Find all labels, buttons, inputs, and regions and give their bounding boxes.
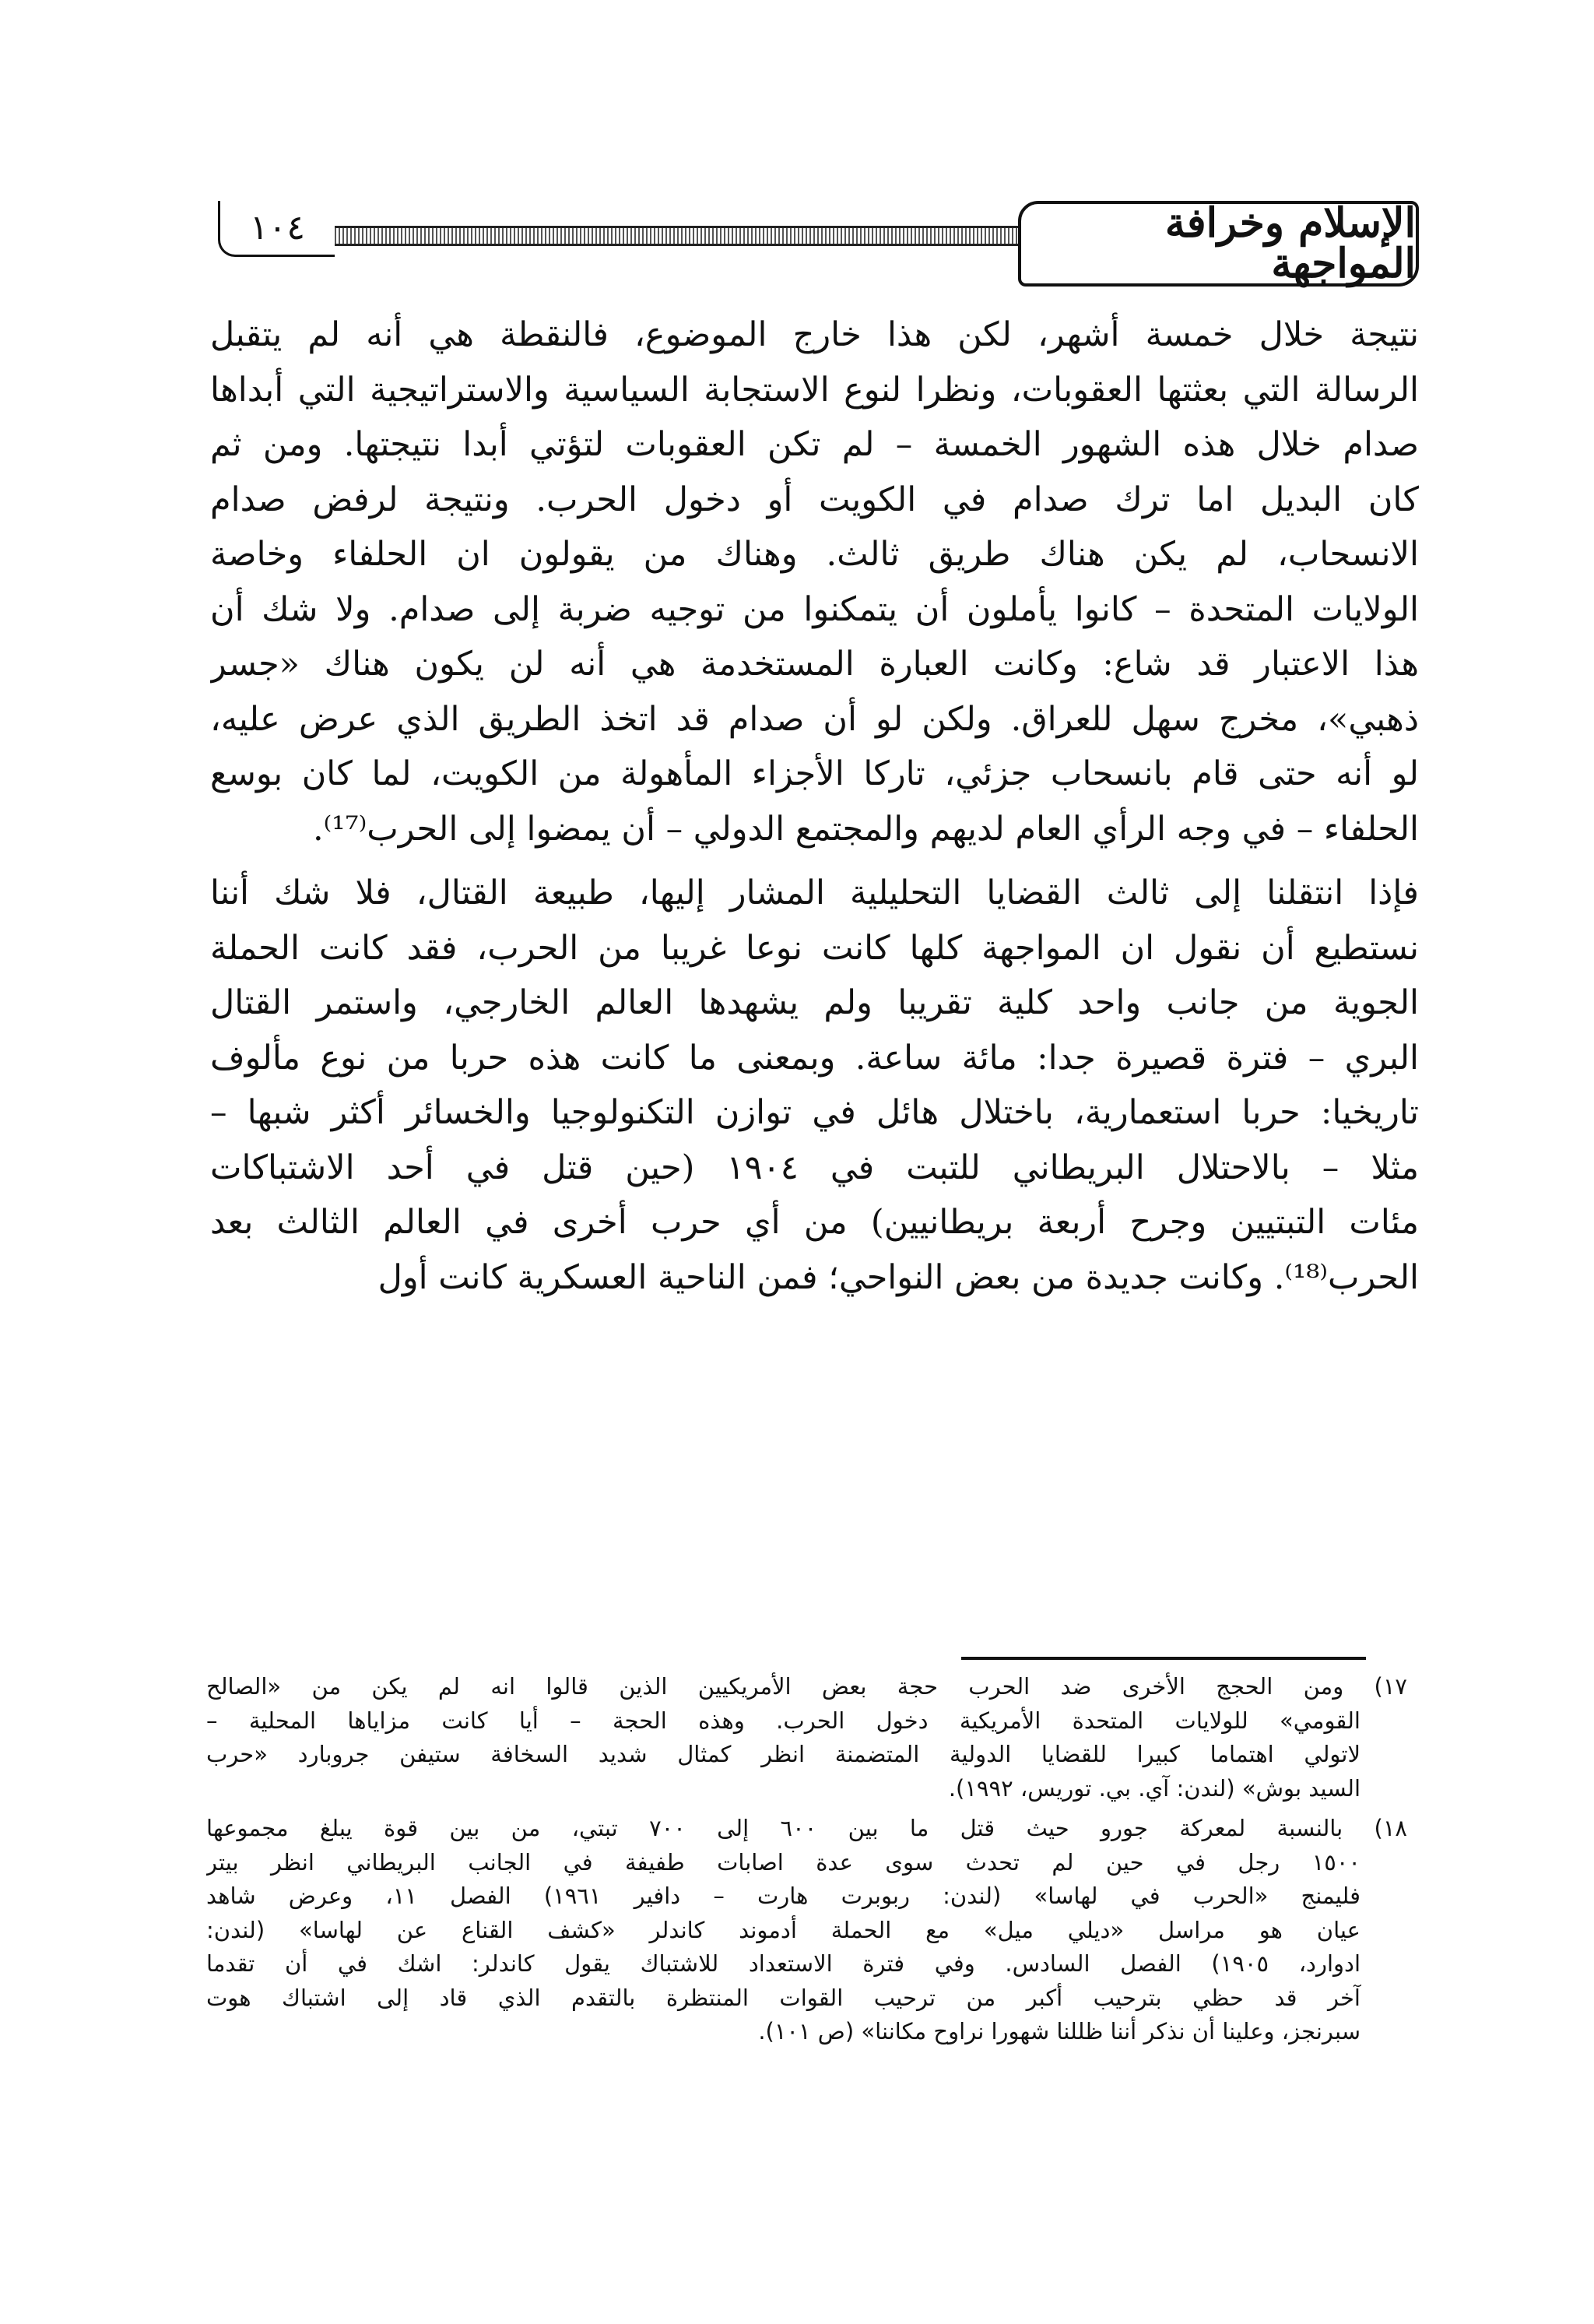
paragraph-1: [210, 308, 1419, 856]
running-title: الإسلام وخرافة المواجهة: [1018, 201, 1419, 287]
footnote-line: القومي» للولايات المتحدة الأمريكية دخول الحرب. وهذه الحجة – أيا كانت مزاياها المحلية –: [206, 1707, 1361, 1734]
footnotes: [206, 1670, 1407, 2049]
footnote-line: فليمنج «الحرب في لهاسا» (لندن: ربوبرت هارت – دافير ١٩٦١) الفصل ١١، وعرض شاهد: [206, 1883, 1361, 1909]
body-line: الحلفاء – في وجه الرأي العام لديهم والمجتمع الدولي – أن يمضوا إلى الحرب⁽¹⁷⁾.: [312, 809, 1419, 849]
footnote-line: سبرنجز، وعلينا أن نذكر أننا ظللنا شهورا نراوح مكاننا» (ص ١٠١).: [758, 2018, 1361, 2044]
body-line: لو أنه حتى قام بانسحاب جزئي، تاركا الأجزاء المأهولة من الكويت، لما كان بوسع: [210, 754, 1419, 793]
body-line: الرسالة التي بعثتها العقوبات، ونظرا لنوع الاستجابة السياسية والاستراتيجية التي أبداها: [210, 370, 1419, 410]
body-line: مئات التبتيين وجرح أربعة بريطانيين) من أي حرب أخرى في العالم الثالث بعد: [210, 1203, 1419, 1242]
footnote-line: السيد بوش» (لندن: آي. بي. توريس، ١٩٩٢).: [948, 1774, 1361, 1802]
footnote-line: ١٥٠٠ رجل في حين لم تحدث سوى عدة اصابات طفيفة في الجانب البريطاني انظر بيتر: [206, 1848, 1361, 1876]
paragraph-gap: [210, 856, 1419, 866]
body-line: فإذا انتقلنا إلى ثالث القضايا التحليلية المشار إليها، طبيعة القتال، فلا شك أننا: [210, 874, 1419, 912]
footnote-18: [206, 1812, 1407, 2049]
body-line: الانسحاب، لم يكن هناك طريق ثالث. وهناك من يقولون ان الحلفاء وخاصة: [210, 535, 1419, 574]
footnote-line: لاتولي اهتماما كبيرا للقضايا الدولية المتضمنة انظر كمثال شديد السخافة ستيفن جروبارد «حرب: [206, 1741, 1361, 1767]
footnote-gap: [206, 1805, 1407, 1812]
body-line: هذا الاعتبار قد شاع: وكانت العبارة المستخدمة هي أنه لن يكون هناك «جسر: [210, 645, 1419, 684]
body-line: ذهبي»، مخرج سهل للعراق. ولكن لو أن صدام قد اتخذ الطريق الذي عرض عليه،: [210, 699, 1419, 739]
footnote-line: ١٨) بالنسبة لمعركة جورو حيث قتل ما بين ٦٠٠ إلى ٧٠٠ تبتي، من بين قوة يبلغ مجموعها: [206, 1815, 1407, 1841]
footnote-17: [206, 1670, 1407, 1805]
page-number: ١٠٤: [218, 201, 335, 257]
paragraph-2: [210, 866, 1419, 1305]
footnote-line: ١٧) ومن الحجج الأخرى ضد الحرب حجة بعض الأمريكيين الذين قالوا انه لم يكن من «الصالح: [206, 1673, 1407, 1700]
footnote-separator: [961, 1657, 1366, 1660]
body-line: كان البديل اما ترك صدام في الكويت أو دخول الحرب. ونتيجة لرفض صدام: [210, 480, 1419, 519]
footnote-line: آخر قد حظي بترحيب أكبر من ترحيب القوات المنتظرة بالتقدم الذي قاد إلى اشتباك هوت: [206, 1984, 1361, 2011]
body-text: [210, 308, 1419, 1305]
footnote-line: ادوارد، ١٩٠٥) الفصل السادس. وفي فترة الاستعداد للاشتباك يقول كاندلر: اشك في أن تقدما: [206, 1950, 1361, 1977]
body-line: الحرب⁽¹⁸⁾. وكانت جديدة من بعض النواحي؛ فمن الناحية العسكرية كانت أول: [377, 1257, 1419, 1297]
body-line: الجوية من جانب واحد كلية تقريبا ولم يشهدها العالم الخارجي، واستمر القتال: [210, 983, 1419, 1022]
header-rule: [335, 226, 1018, 246]
body-line: البري – فترة قصيرة جدا: مائة ساعة. وبمعنى ما كانت هذه حربا من نوع مألوف: [210, 1038, 1419, 1078]
body-line: الولايات المتحدة – كانوا يأملون أن يتمكنوا من توجيه ضربة إلى صدام. ولا شك أن: [210, 589, 1419, 629]
body-line: نستطيع أن نقول ان المواجهة كلها كانت نوعا غريبا من الحرب، فقد كانت الحملة: [210, 928, 1419, 968]
footnote-line: عيان هو مراسل «ديلي ميل» مع الحملة أدموند كاندلر «كشف القناع عن لهاسا» (لندن:: [206, 1916, 1361, 1943]
body-line: نتيجة خلال خمسة أشهر، لكن هذا خارج الموضوع، فالنقطة هي أنه لم يتقبل: [210, 315, 1419, 354]
body-line: صدام خلال هذه الشهور الخمسة – لم تكن العقوبات لتؤتي أبدا نتيجتها. ومن ثم: [210, 425, 1419, 464]
body-line: مثلا – بالاحتلال البريطاني للتبت في ١٩٠٤ (حين قتل في أحد الاشتباكات: [210, 1148, 1419, 1187]
body-line: تاريخيا: حربا استعمارية، باختلال هائل في توازن التكنولوجيا والخسائر أكثر شبها –: [210, 1093, 1419, 1132]
